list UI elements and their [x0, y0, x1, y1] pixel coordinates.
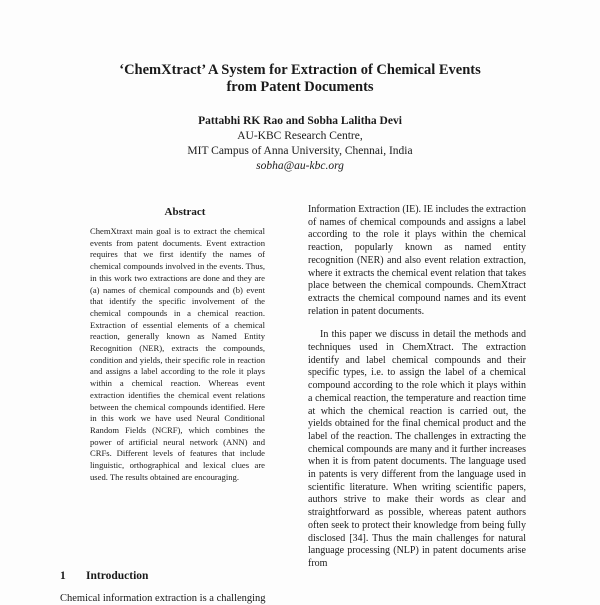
- author-block: [60, 114, 540, 174]
- paper-title: [60, 62, 540, 96]
- section-title: Introduction: [86, 570, 149, 582]
- section-heading-introduction: [60, 570, 148, 582]
- right-column-paragraph-1: Information Extraction (IE). IE includes the extraction of names of chemical compounds and assigns a label according to the role it plays within the chemical reaction, popularly known as named entity recognition (NER) and also event relation extraction, where it extracts the chemical event relation that takes place between the chemical compounds. ChemXtract extracts the chemical compound names and its event relation in patent documents.: [308, 204, 526, 317]
- title-line-2: from Patent Documents: [226, 79, 374, 95]
- abstract-heading: Abstract: [164, 206, 206, 218]
- title-line-1: ‘ChemXtract’ A System for Extraction of Chemical Events: [119, 62, 481, 78]
- abstract-body: ChemXtraxt main goal is to extract the chemical events from patent documents. Event extraction requires that we first identify the names of chemical compounds involved in the events. Thus, in this work two extractions are done and they are (a) names of chemical compounds and (b) event that identify the specific involvement of the chemical compounds in a chemical reaction. Extraction of essential elements of a chemical reaction, generally known as Named Entity Recognition (NER), extracts the compounds, condition and yields, their specific role in reaction and assigns a label according to the role it plays within a chemical reaction. Whereas event extraction identifies the chemical event relations between the chemical compounds identified. Here in this work we have used Neural Conditional Random Fields (NCRF), which combines the power of artificial neural network (ANN) and CRFs. Different levels of features that include linguistic, orthographical and lexical clues are used. The results obtained are encouraging.: [90, 226, 265, 482]
- right-column: [308, 204, 526, 571]
- author-email[interactable]: sobha@au-kbc.org: [256, 160, 344, 172]
- section-number: 1: [60, 570, 66, 582]
- author-names: Pattabhi RK Rao and Sobha Lalitha Devi: [198, 115, 402, 127]
- affiliation-line-1: AU-KBC Research Centre,: [237, 130, 363, 142]
- right-column-paragraph-2: In this paper we discuss in detail the methods and techniques used in ChemXtract. The extraction identify and label chemical compounds and their specific types, i.e. to assign the label of a chemical compound according to the role which it plays within a chemical reaction, the temperature and reaction time at which the chemical reaction is carried out, the yields obtained for the final chemical product and the label of the reaction. The challenges in extracting the chemical compounds are many and it further increases when it is from patent documents. The language used in patents is very different from the language used in scientific literature. When writing scientific papers, authors strive to make their words as clear and straightforward as possible, whereas patent authors often seek to protect their knowledge from being fully disclosed [34]. Thus the main challenges for natural language processing (NLP) in patent documents arise from: [308, 329, 526, 569]
- introduction-first-line: Chemical information extraction is a challenging: [60, 593, 266, 604]
- affiliation-line-2: MIT Campus of Anna University, Chennai, India: [187, 145, 413, 157]
